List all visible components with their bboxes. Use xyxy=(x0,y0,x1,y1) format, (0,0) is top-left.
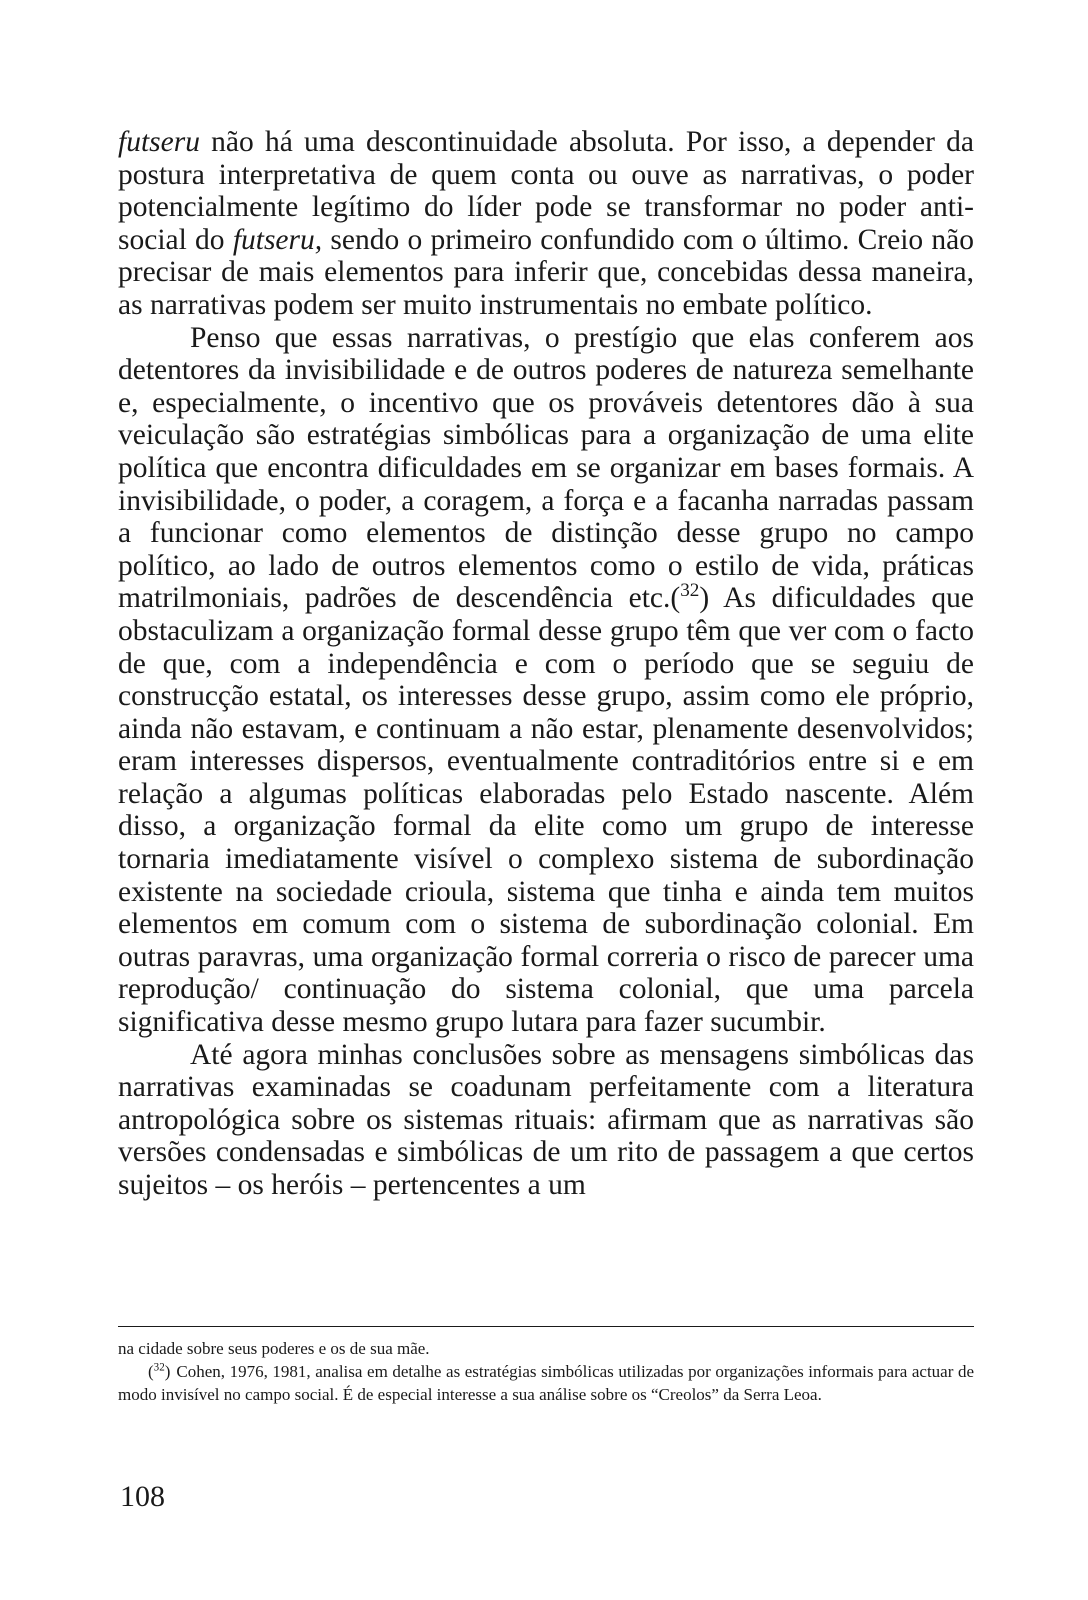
footnote-32 xyxy=(118,1360,974,1406)
paragraph-2-text-a: Penso que essas narrativas, o prestígio que elas conferem aos detentores da invisibilidade e de outros poderes de natureza semelhante e, especialmente, o incentivo que os prováveis detentores dão à sua veiculação são estratégias simbólicas para a organização de uma elite política que encontra dificuldades em se organizar em bases formais. A invisibilidade, o poder, a coragem, a força e a facanha narradas passam a funcionar como elementos de distinção desse grupo no campo político, ao lado de outros elementos como o estilo de vida, práticas matrilmoniais, padrões de descendência etc.( xyxy=(118,321,974,615)
paragraph-2-text-b: ) As dificuldades que obstaculizam a organização formal desse grupo têm que ver com o facto de que, com a independência e com o período que se seguiu de construcção estatal, os interesses desse grupo, assim como ele próprio, ainda não estavam, e continuam a não estar, plenamente desenvolvidos; eram interesses dispersos, eventualmente contraditórios entre si e em relação a algumas políticas elaboradas pelo Estado nascente. Além disso, a organização formal da elite como um grupo de interesse tornaria imediatamente visível o complexo sistema de subordinação existente na sociedade crioula, sistema que tinha e ainda tem muitos elementos em comum com o sistema de subordinação colonial. Em outras paravras, uma organização formal correria o risco de parecer uma reprodução/ continuação do sistema colonial, que uma parcela significativa desse mesmo grupo lutara para fazer sucumbir. xyxy=(118,582,974,1039)
footnotes xyxy=(118,1326,974,1406)
page-body xyxy=(118,126,974,1202)
term-futseru: futseru xyxy=(118,126,200,158)
paragraph-3: Até agora minhas conclusões sobre as mensagens simbólicas das narrativas examinadas se coadunam perfeitamente com a literatura antropológica sobre os sistemas rituais: afirmam que as narrativas são versões condensadas e simbólicas de um rito de passagem a que certos sujeitos – os heróis – pertencentes a um xyxy=(118,1038,974,1201)
paragraph-2 xyxy=(118,322,974,1039)
footnote-32-number: 32 xyxy=(153,1361,165,1374)
paragraph-1-text-a: não há uma descontinuidade absoluta. Por isso, a depender da postura interpretativa de quem conta ou ouve as narrativas, o poder potencialmente legítimo do líder pode se transformar no poder anti-social do xyxy=(118,126,974,256)
footnote-32-text: Cohen, 1976, 1981, analisa em detalhe as estratégias simbólicas utilizadas por organizações informais para actuar de modo invisível no campo social. É de especial interesse a sua análise sobre os “Creolos” da Serra Leoa. xyxy=(118,1362,974,1404)
main-text xyxy=(118,126,974,1202)
page-number: 108 xyxy=(120,1480,165,1513)
footnote-32-marker: ($^{32}$) xyxy=(148,1361,171,1381)
term-futseru-2: futseru, xyxy=(232,223,323,256)
footnote-ref-32: 32 xyxy=(680,580,700,602)
paragraph-1-text-b: sendo o primeiro confundido com o último. Creio não precisar de mais elementos para inferir que, concebidas dessa maneira, as narrativas podem ser muito instrumentais no embate político. xyxy=(118,223,974,321)
paragraph-1 xyxy=(118,126,974,322)
footnote-continuation: na cidade sobre seus poderes e os de sua mãe. xyxy=(118,1339,430,1358)
